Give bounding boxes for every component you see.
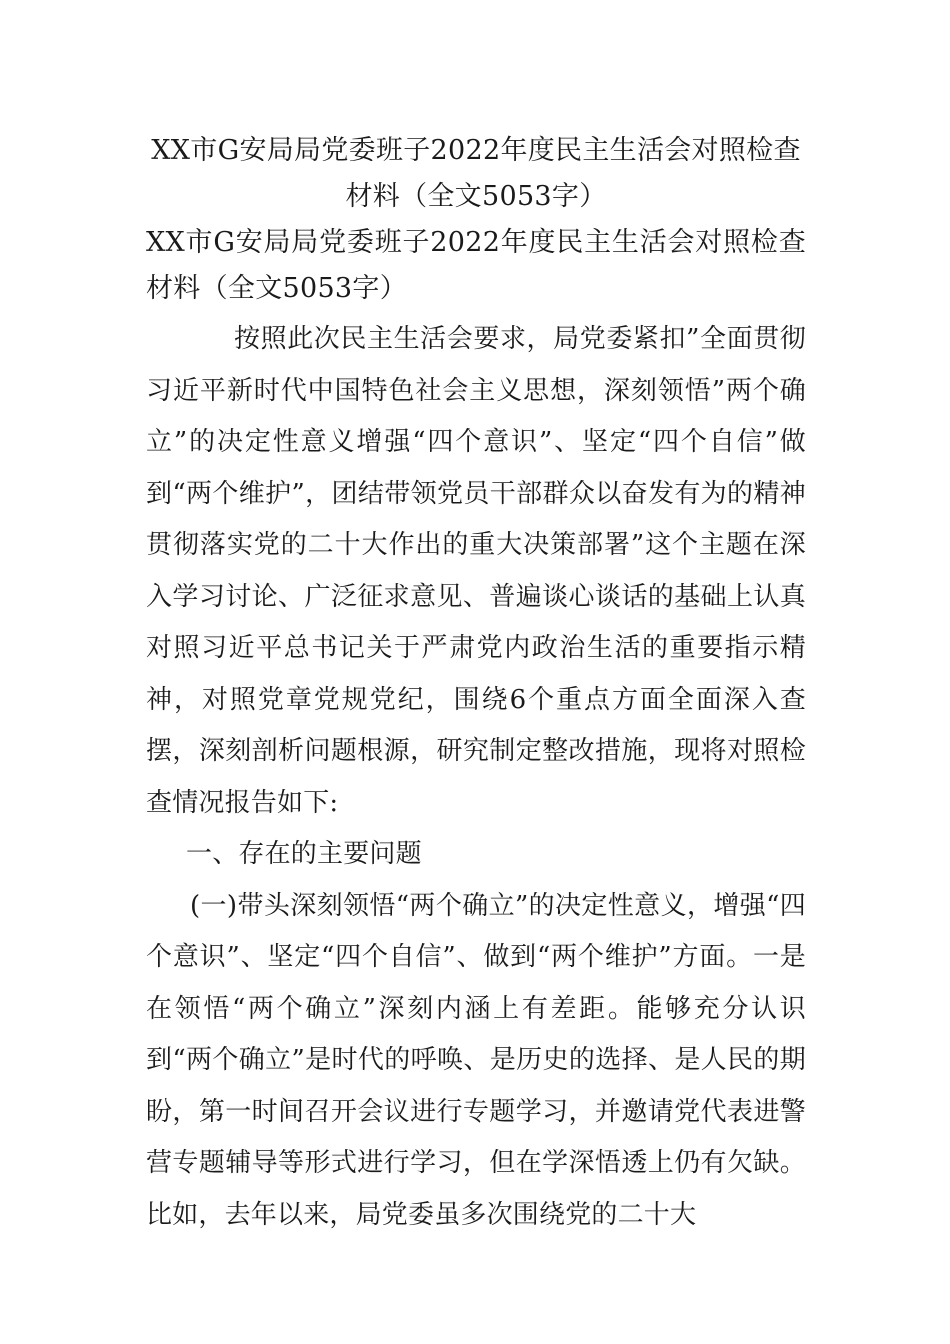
document-title: XX市G安局局党委班子2022年度民主生活会对照检查材料（全文5053字） (151, 135, 801, 212)
document-subtitle: XX市G安局局党委班子2022年度民主生活会对照检查材料（全文5053字） (146, 227, 806, 304)
intro-paragraph: 按照此次民主生活会要求，局党委紧扣”全面贯彻习近平新时代中国特色社会主义思想，深刻领悟”两个确立”的决定性意义增强“四个意识”、坚定“四个自信”做到“两个维护”，团结带领党员干部群众以奋发有为的精神贯彻落实党的二十大作出的重大决策部署”这个主题在深入学习讨论、广泛征求意见、普遍谈心谈话的基础上认真对照习近平总书记关于严肃党内政治生活的重要指示精神，对照党章党规党纪，围绕6个重点方面全面深入查摆，深刻剖析问题根源，研究制定整改措施，现将对照检查情况报告如下: (146, 324, 806, 818)
section-item-paragraph: (一)带头深刻领悟“两个确立”的决定性意义，增强“四个意识”、坚定“四个自信”、做到“两个维护”方面。一是在领悟“两个确立”深刻内涵上有差距。能够充分认识到“两个确立”是时代的呼唤、是历史的选择、是人民的期盼，第一时间召开会议进行专题学习，并邀请党代表进警营专题辅导等形式进行学习，但在学深悟透上仍有欠缺。比如，去年以来，局党委虽多次围绕党的二十大 (146, 890, 806, 1230)
document-body (146, 128, 806, 1241)
section-heading: 一、存在的主要问题 (186, 839, 422, 869)
